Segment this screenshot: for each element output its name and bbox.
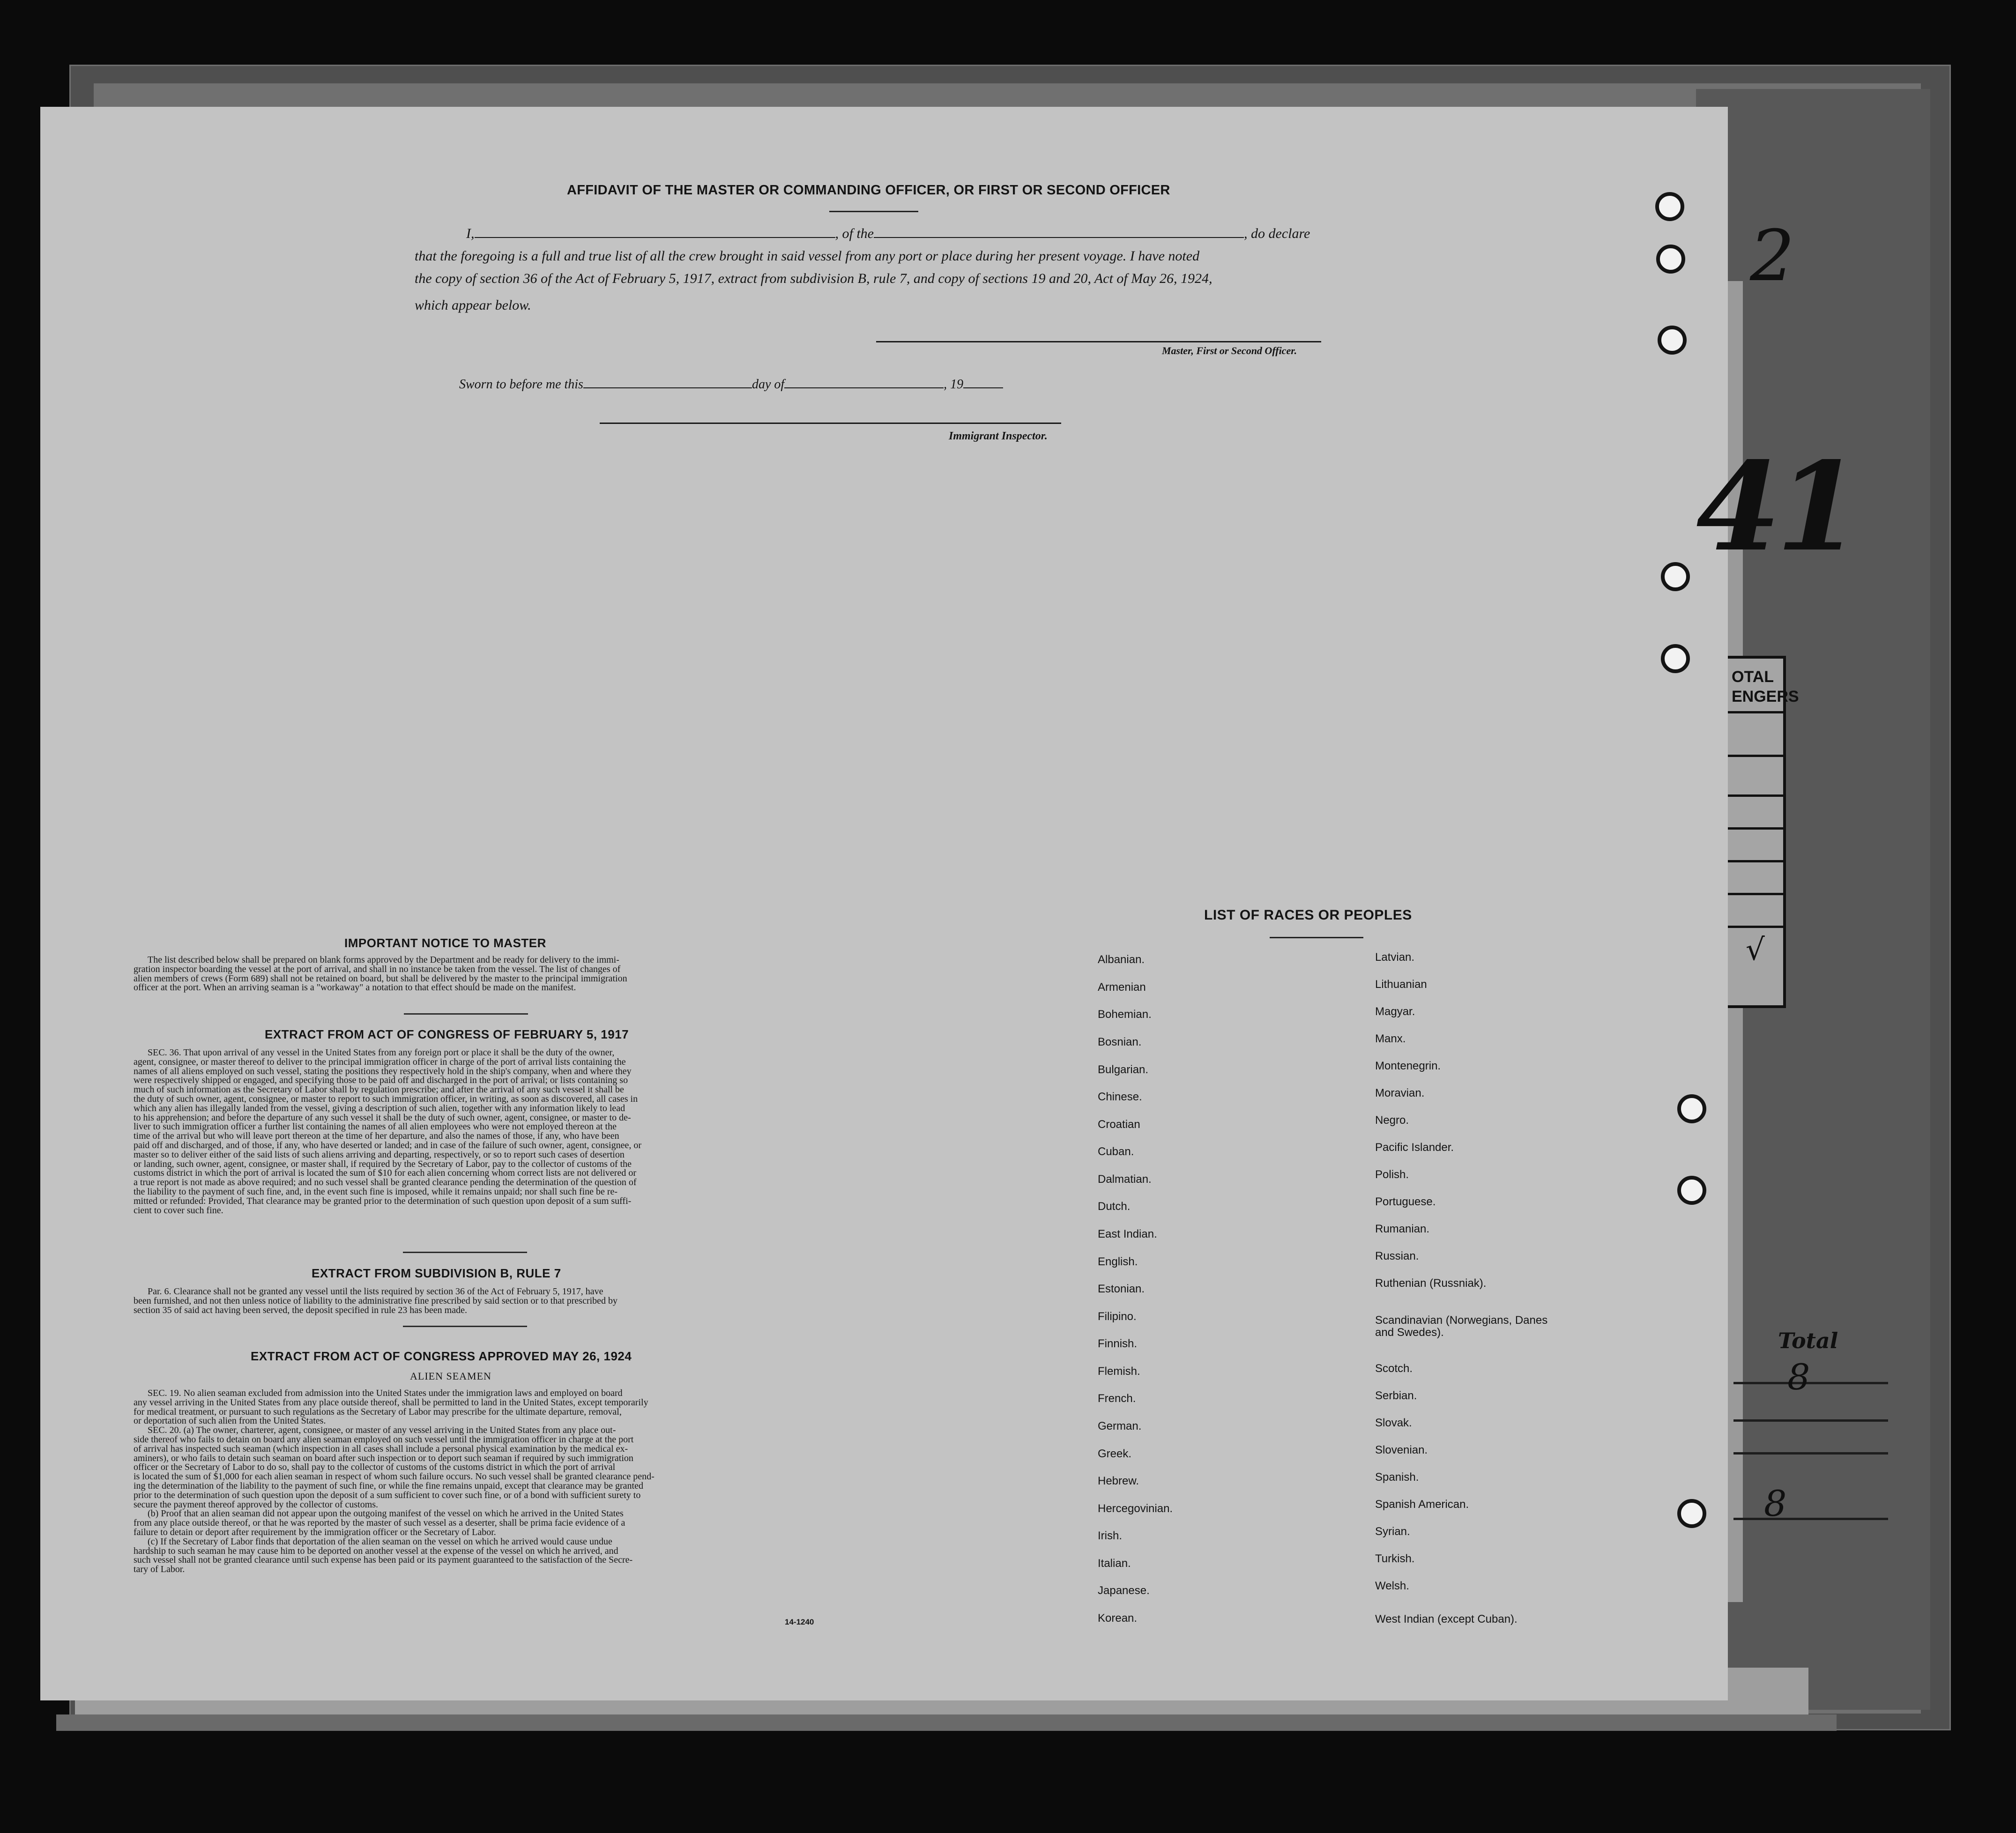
race-item: Bohemian. [1098, 1008, 1152, 1021]
race-item: Filipino. [1098, 1310, 1137, 1323]
race-item: Dutch. [1098, 1200, 1131, 1213]
binder-hole [1658, 326, 1687, 355]
extract-line: the duty of such owner, agent, consignee, or master to report to such immigration officer, in writing, as soon as discovered, all cases in [134, 1093, 638, 1104]
extract-line: aminers), or who fails to detain such seaman on board after such inspection or to deport such seaman if required by such immigration [134, 1453, 633, 1463]
bottom-sheet-shadow [56, 1714, 1837, 1731]
extract-line: (b) Proof that an alien seaman did not appear upon the outgoing manifest of the vessel on which he arrived in the United States [148, 1508, 624, 1519]
race-item: Turkish. [1375, 1552, 1415, 1565]
extract-1924-subtitle: ALIEN SEAMEN [410, 1370, 491, 1382]
affidavit-line-4: which appear below. [415, 297, 531, 313]
extract-line: which any alien has illegally landed from the vessel, giving a description of such alien, together with any information likely to lead [134, 1103, 625, 1113]
form-number: 14-1240 [785, 1618, 814, 1626]
race-item: Slovenian. [1375, 1444, 1428, 1456]
extract-1917-body [134, 1048, 822, 1215]
race-item: Welsh. [1375, 1580, 1409, 1592]
notice-line: officer at the port. When an arriving seaman is a "workaway" a notation to that effect should be made on the manifest. [134, 982, 576, 993]
race-item: Scandinavian (Norwegians, Danes and Swedes). [1375, 1314, 1548, 1339]
race-item: Latvian. [1375, 951, 1415, 964]
race-item: Manx. [1375, 1032, 1406, 1045]
race-item: Hebrew. [1098, 1475, 1139, 1487]
extract-line: or landing, such owner, agent, consignee, or master shall, if required by the Secretary of Labor, pay to the collector of customs of the [134, 1158, 632, 1169]
total-passengers-header: OTAL ENGERS [1732, 668, 1799, 705]
binder-hole [1677, 1176, 1706, 1205]
race-item: Magyar. [1375, 1005, 1415, 1018]
extract-line: the liability to the payment of such fine, and, in the event such fine is imposed, while it remains unpaid; nor shall such fine be re- [134, 1186, 618, 1197]
race-item: Dalmatian. [1098, 1173, 1152, 1186]
race-item: Negro. [1375, 1114, 1409, 1127]
race-item: Slovak. [1375, 1417, 1412, 1429]
race-item: Moravian. [1375, 1087, 1425, 1099]
sworn-day-blank [583, 376, 752, 388]
race-item: Greek. [1098, 1447, 1132, 1460]
extract-line: SEC. 20. (a) The owner, charterer, agent, consignee, or master of any vessel arriving in the United States from any place out- [148, 1425, 616, 1436]
binder-hole [1677, 1499, 1706, 1528]
extract-line: ing the determination of the liability to the payment of such fine, or while the fine remains unpaid, except that clearance may be granted [134, 1480, 643, 1491]
race-item: Armenian [1098, 981, 1146, 994]
race-item: Pacific Islander. [1375, 1141, 1454, 1154]
race-item: Albanian. [1098, 953, 1145, 966]
extract-line: failure to detain or deport after requirement by the immigration officer or the Secretary of Labor. [134, 1527, 496, 1537]
race-item: Portuguese. [1375, 1195, 1436, 1208]
extract-1924-body [134, 1389, 822, 1574]
notice-line: The list described below shall be prepared on blank forms approved by the Department and be ready for delivery to the immi- [148, 955, 619, 965]
sworn-year-blank [963, 376, 1003, 388]
binder-hole [1661, 644, 1690, 673]
binder-hole [1661, 562, 1690, 591]
race-item: English. [1098, 1255, 1138, 1268]
extract-line: were respectively shipped or engaged, and specifying those to be paid off and discharged in the port of arrival; or lists containing so [134, 1075, 628, 1086]
section-rule [403, 1252, 527, 1253]
extract-line: section 35 of said act having been served, the deposit specified in rule 23 has been made. [134, 1305, 467, 1315]
race-item: German. [1098, 1420, 1142, 1432]
extract-line: SEC. 19. No alien seaman excluded from admission into the United States under the immigration laws and employed on board [148, 1388, 623, 1398]
extract-line: for medical treatment, or pursuant to such regulations as the Secretary of Labor may prescribe for the ultimate departure, removal, [134, 1406, 622, 1417]
race-item: Serbian. [1375, 1389, 1417, 1402]
extract-line: side thereof who fails to detain on board any alien seaman employed on such vessel until the immigration officer in charge at the port [134, 1434, 634, 1445]
extract-line: agent, consignee, or master thereof to deliver to the principal immigration officer in charge of the port of arrival lists containing the [134, 1056, 626, 1067]
extract-line: officer or the Secretary of Labor to do so, shall pay to the collector of customs of the customs district in which the port of arrival [134, 1462, 616, 1473]
race-item: Spanish. [1375, 1471, 1419, 1484]
race-item: Bulgarian. [1098, 1063, 1149, 1076]
binder-hole [1655, 192, 1684, 221]
race-item: Ruthenian (Russniak). [1375, 1277, 1487, 1290]
race-item: Irish. [1098, 1529, 1123, 1542]
sworn-line: Sworn to before me this day of , 19 [459, 376, 1003, 392]
tick-mark: √ [1746, 933, 1765, 967]
race-item: French. [1098, 1392, 1136, 1405]
race-item: Korean. [1098, 1612, 1138, 1625]
inspector-signature-line [600, 423, 1061, 424]
signature-label: Master, First or Second Officer. [1162, 345, 1297, 356]
race-item: Estonian. [1098, 1283, 1145, 1295]
race-item: Hercegovinian. [1098, 1502, 1173, 1515]
handwritten-total-label: Total [1778, 1328, 1838, 1353]
notice-title: IMPORTANT NOTICE TO MASTER [344, 936, 546, 950]
handwritten-mark-2: 2 [1750, 215, 1795, 297]
race-item: Croatian [1098, 1118, 1140, 1131]
handwritten-count: 8 [1764, 1483, 1787, 1524]
extract-rule7-title: EXTRACT FROM SUBDIVISION B, RULE 7 [312, 1266, 561, 1280]
extract-line: names of all aliens employed on such vessel, stating the positions they respectively hold in the ship's company, when and where they [134, 1066, 632, 1076]
extract-line: to his apprehension; and before the departure of any such vessel it shall be the duty of such owner, agent, consignee, or master to de- [134, 1112, 631, 1123]
race-item: Chinese. [1098, 1091, 1142, 1103]
handwritten-mark-41: 41 [1696, 436, 1856, 579]
vessel-name-blank [874, 226, 1244, 238]
extract-line: been furnished, and not then unless notice of liability to the administrative fine prescribed by said section or to that prescribed by [134, 1295, 618, 1306]
extract-line: paid off and discharged, and of those, if any, who have deserted or landed; and in case of the failure of such owner, agent, consignee, or [134, 1140, 642, 1150]
extract-line: is located the sum of $1,000 for each alien seaman in respect of whom such failure occurs. No such vessel shall be granted clearance pend- [134, 1471, 655, 1482]
extract-line: customs district in which the port of arrival is located the sum of $10 for each alien concerning whom correct lists are not delivered or [134, 1168, 636, 1179]
extract-line: prior to the determination of such question upon the deposit of a sum sufficient to cover such fine, or of a bond with sufficient surety to [134, 1490, 641, 1500]
race-item: Russian. [1375, 1250, 1419, 1262]
sworn-month-blank [784, 376, 944, 388]
race-item: Montenegrin. [1375, 1060, 1441, 1072]
extract-line: from any place outside thereof, or that he was reported by the master of such vessel as a deserter, shall be prima facie evidence of a [134, 1518, 625, 1529]
extract-line: time of the arrival but who will leave port thereon at the time of her departure, and also the names of those, if any, who have been [134, 1131, 619, 1142]
title-rule [829, 211, 918, 212]
notice-line: alien members of crews (Form 689) shall not be retained on board, but shall be delivered by the master to the principal immigration [134, 973, 627, 984]
extract-line: such vessel shall not be granted clearance until such expense has been paid or its payment guaranteed to the satisfaction of the Secre- [134, 1555, 633, 1566]
extract-line: master so to deliver either of the said lists of such aliens arriving and departing, respectively, or so to report such cases of desertion [134, 1149, 625, 1160]
extract-line: of arrival has inspected such seaman (which inspection in all cases shall include a personal physical examination by the medical ex- [134, 1443, 628, 1454]
extract-line: a true report is not made as above required; and no such vessel shall be granted clearance pending the determination of the question of [134, 1177, 637, 1188]
title-rule [1270, 937, 1363, 938]
extract-line: (c) If the Secretary of Labor finds that deportation of the alien seaman on the vessel on which he arrived would cause undue [148, 1536, 612, 1547]
section-rule [403, 1326, 527, 1327]
race-item: Polish. [1375, 1168, 1409, 1181]
affidavit-line-3: the copy of section 36 of the Act of February 5, 1917, extract from subdivision B, rule 7, and copy of sections 19 and 20, Act of May 26, 1924, [415, 271, 1213, 286]
extract-line: any vessel arriving in the United States from any place outside thereof, shall be permitted to land in the United States, except temporarily [134, 1397, 648, 1408]
race-item: Lithuanian [1375, 978, 1427, 991]
master-name-blank [475, 226, 835, 238]
race-item: Japanese. [1098, 1584, 1150, 1597]
extract-1917-title: EXTRACT FROM ACT OF CONGRESS OF FEBRUARY 5, 1917 [265, 1027, 629, 1041]
race-item: Cuban. [1098, 1145, 1134, 1158]
race-item: East Indian. [1098, 1228, 1157, 1240]
extract-line: much of such information as the Secretary of Labor shall by regulation prescribe; and after the arrival of any such vessel it shall be [134, 1084, 624, 1095]
inspector-label: Immigrant Inspector. [949, 430, 1048, 442]
affidavit-line-2: that the foregoing is a full and true list of all the crew brought in said vessel from any port or place during her present voyage. I have noted [415, 248, 1200, 264]
race-item: Syrian. [1375, 1525, 1410, 1538]
extract-line: liver to such immigration officer a further list containing the names of all alien employees who were not employed thereon at the [134, 1121, 617, 1132]
extract-line: hardship to such seaman he may cause him to be deported on another vessel at the expense of the vessel on which he arrived, and [134, 1545, 618, 1556]
extract-line: secure the payment thereof approved by the collector of customs. [134, 1499, 379, 1510]
binder-hole [1677, 1094, 1706, 1123]
race-item: Bosnian. [1098, 1036, 1142, 1048]
race-item: Finnish. [1098, 1337, 1138, 1350]
extract-rule7-body [134, 1287, 822, 1315]
handwritten-count: 8 [1787, 1356, 1810, 1398]
affidavit-title: AFFIDAVIT OF THE MASTER OR COMMANDING OFFICER, OR FIRST OR SECOND OFFICER [567, 183, 1170, 198]
signature-line [876, 341, 1321, 342]
race-item: Spanish American. [1375, 1498, 1469, 1511]
section-rule [404, 1013, 528, 1015]
race-item: Scotch. [1375, 1362, 1413, 1375]
extract-line: or deportation of such alien from the United States. [134, 1416, 326, 1426]
extract-line: tary of Labor. [134, 1564, 185, 1575]
extract-line: Par. 6. Clearance shall not be granted any vessel until the lists required by section 36 of the Act of February 5, 1917, have [148, 1286, 603, 1297]
binder-hole [1656, 245, 1685, 274]
extract-line: mitted or refunded: Provided, That clearance may be granted prior to the determination of such question upon deposit of a sum suffi- [134, 1195, 632, 1206]
notice-line: gration inspector boarding the vessel at the port of arrival, and shall in no instance be taken from the vessel. The list of changes of [134, 964, 621, 974]
race-item: Flemish. [1098, 1365, 1140, 1378]
race-item: Italian. [1098, 1557, 1131, 1570]
extract-1924-title: EXTRACT FROM ACT OF CONGRESS APPROVED MAY 26, 1924 [251, 1349, 632, 1363]
race-item: West Indian (except Cuban). [1375, 1613, 1518, 1625]
race-item: Rumanian. [1375, 1223, 1430, 1235]
affidavit-line-1: I, , of the , do declare [466, 226, 1310, 241]
races-title: LIST OF RACES OR PEOPLES [1204, 907, 1412, 923]
extract-line: cient to cover such fine. [134, 1205, 223, 1216]
extract-line: SEC. 36. That upon arrival of any vessel in the United States from any foreign port or place it shall be the duty of the owner, [148, 1047, 615, 1058]
notice-body [134, 956, 822, 993]
